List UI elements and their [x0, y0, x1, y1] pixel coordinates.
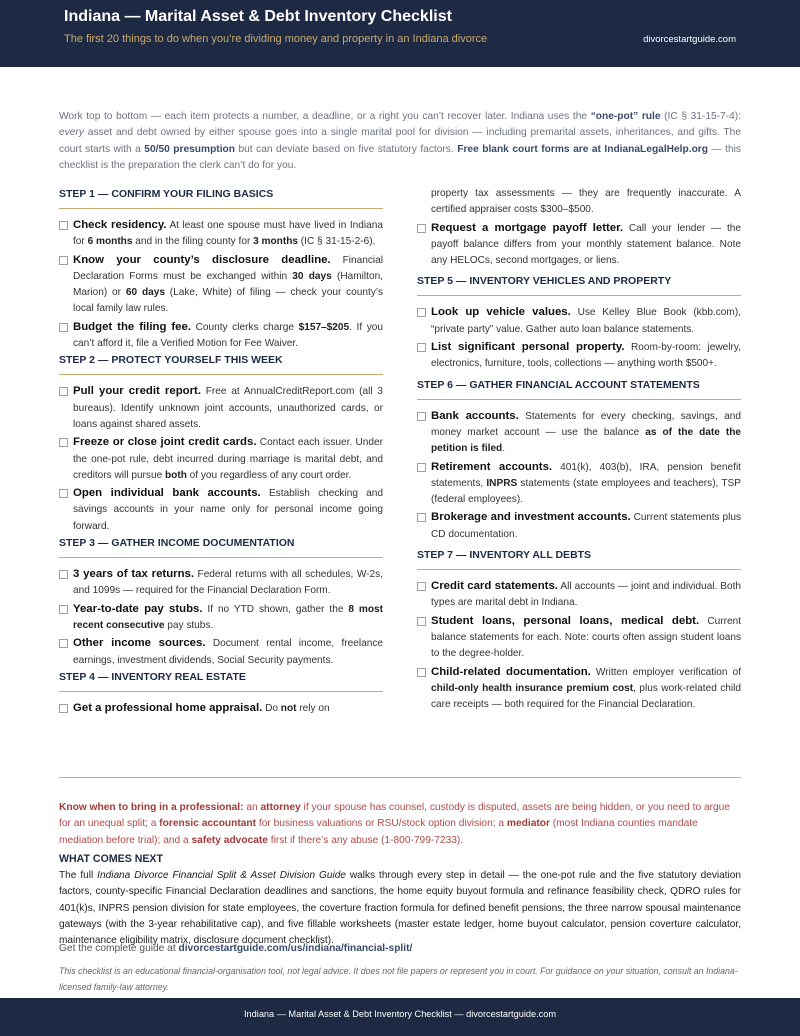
what-comes-next-heading: WHAT COMES NEXT [59, 853, 163, 865]
checklist-item-brokerage[interactable]: Brokerage and investment accounts. Current statements plus CD documentation. [417, 509, 741, 543]
checkbox[interactable] [417, 463, 426, 472]
checklist-item-tax-returns[interactable]: 3 years of tax returns. Federal returns with all schedules, W-2s, and 1099s — required for the Financial Declaration Form. [59, 566, 383, 600]
disclaimer: This checklist is an educational financial-organisation tool, not legal advice. It does not file papers or represent you in court. For guidance on your situation, consult an Indiana-licensed family-law attorney. [59, 966, 738, 992]
guide-link-line: Get the complete guide at divorcestartguide.com/us/indiana/financial-split/ [59, 943, 413, 954]
step-7-heading: STEP 7 — INVENTORY ALL DEBTS [417, 549, 741, 570]
checklist-item-deadline[interactable]: Know your county’s disclosure deadline. Financial Declaration Forms must be exchanged within 30 days (Hamilton, Marion) or 60 days (Lake, White) of filing — check your county’s local family law rules. [59, 252, 383, 318]
checkbox[interactable] [59, 323, 68, 332]
checklist-item-residency[interactable]: Check residency. At least one spouse must have lived in Indiana for 6 months and in the filing county for 3 months (IC § 31-15-2-6). [59, 217, 383, 251]
left-column [59, 186, 383, 718]
checklist-item-appraisal[interactable]: Get a professional home appraisal. Do not rely on [59, 700, 383, 717]
checklist-item-freeze-cards[interactable]: Freeze or close joint credit cards. Contact each issuer. Under the one-pot rule, debt incurred during marriage is marital debt, and creditors will pursue both of you regardless of any court order. [59, 434, 383, 484]
step-2-heading: STEP 2 — PROTECT YOURSELF THIS WEEK [59, 354, 383, 375]
checkbox[interactable] [417, 513, 426, 522]
checklist-item-loans[interactable]: Student loans, personal loans, medical debt. Current balance statements for each. Note: courts often assign student loans to the degree-holder. [417, 613, 741, 663]
checkbox[interactable] [59, 221, 68, 230]
checklist-item-credit-statements[interactable]: Credit card statements. All accounts — joint and individual. Both types are marital debt in Indiana. [417, 578, 741, 612]
checklist-item-bank-accounts[interactable]: Bank accounts. Statements for every checking, savings, and money market account — use the balance as of the date the petition is filed. [417, 408, 741, 458]
checkbox[interactable] [417, 412, 426, 421]
what-comes-next-paragraph: The full Indiana Divorce Financial Split & Asset Division Guide walks through every step in detail — the one-pot rule and the five statutory deviation factors, county-specific Financial Declaration deadlines and sanctions, the home equity buyout formula and refinance feasibility check, QDRO rules for 401(k)s, INPRS pension division for state employees, the coverture fraction formula for defined benefit pensions, the three narrow spousal maintenance gateways (with the 3-year rehabilitative cap), and five fillable worksheets (master estate ledger, home buyout calculator, pension coverture calculator, maintenance eligibility matrix, disclosure document checklist). [59, 870, 742, 947]
checkbox[interactable] [59, 704, 68, 713]
checkbox[interactable] [417, 343, 426, 352]
checklist-item-vehicles[interactable]: Look up vehicle values. Use Kelley Blue Book (kbb.com), “private party” value. Gather auto loan balance statements. [417, 304, 741, 338]
checkbox[interactable] [59, 639, 68, 648]
step-3-heading: STEP 3 — GATHER INCOME DOCUMENTATION [59, 537, 383, 558]
checklist-item-retirement[interactable]: Retirement accounts. 401(k), 403(b), IRA, pension benefit statements, INPRS statements (state employees and teachers), TSP (federal employees). [417, 459, 741, 509]
footer-bar: Indiana — Marital Asset & Debt Inventory Checklist — divorcestartguide.com [0, 998, 800, 1036]
checklist-item-fee[interactable]: Budget the filing fee. County clerks charge $157–$205. If you can’t afford it, file a Verified Motion for Fee Waiver. [59, 319, 383, 353]
site-name: divorcestartguide.com [643, 34, 736, 45]
checkbox[interactable] [59, 256, 68, 265]
checkbox[interactable] [417, 668, 426, 677]
appraisal-continued: property tax assessments — they are frequently inaccurate. A certified appraiser costs $300–$500. [431, 188, 741, 216]
checklist-item-personal-property[interactable]: List significant personal property. Room-by-room: jewelry, electronics, furniture, tools, collections — anything worth $500+. [417, 339, 741, 373]
step-5-heading: STEP 5 — INVENTORY VEHICLES AND PROPERTY [417, 275, 741, 296]
checklist-item-mortgage[interactable]: Request a mortgage payoff letter. Call your lender — the payoff balance differs from your monthly statement balance. Note any HELOCs, second mortgages, or liens. [417, 220, 741, 270]
checkbox[interactable] [59, 438, 68, 447]
step-1-heading: STEP 1 — CONFIRM YOUR FILING BASICS [59, 188, 383, 209]
professional-note: Know when to bring in a professional: an attorney if your spouse has counsel, custody is disputed, assets are being hidden, or you need to argue for an unequal split; a forensic accountant for business valuations or RSU/stock option division; a mediator (most Indiana counties mandate mediation before trial); and a safety advocate first if there’s any abuse (1-800-799-7233). [59, 802, 730, 846]
intro-paragraph: Work top to bottom — each item protects a number, a deadline, or a right you can’t recover later. Indiana uses the “one-pot” rule (IC § 31-15-7-4): every asset and debt owned by either spouse goes into a single marital pool for division — including premarital assets, inheritances, and gifts. The court starts with a 50/50 presumption but can deviate based on five statutory factors. Free blank court forms are at IndianaLegalHelp.org — this checklist is the preparation the clerk can’t do for you. [59, 111, 742, 171]
checkbox[interactable] [417, 582, 426, 591]
step-6-heading: STEP 6 — GATHER FINANCIAL ACCOUNT STATEMENTS [417, 379, 741, 400]
checkbox[interactable] [417, 617, 426, 626]
page-title: Indiana — Marital Asset & Debt Inventory Checklist [64, 8, 452, 25]
right-column [417, 186, 741, 714]
checkbox[interactable] [59, 605, 68, 614]
header-bar [0, 0, 800, 67]
section-divider [59, 777, 741, 778]
step-4-heading: STEP 4 — INVENTORY REAL ESTATE [59, 671, 383, 692]
checkbox[interactable] [59, 387, 68, 396]
checklist-item-other-income[interactable]: Other income sources. Document rental income, freelance earnings, investment dividends, Social Security payments. [59, 635, 383, 669]
page-subtitle: The first 20 things to do when you’re dividing money and property in an Indiana divorce [64, 33, 488, 45]
checklist-item-pay-stubs[interactable]: Year-to-date pay stubs. If no YTD shown, gather the 8 most recent consecutive pay stubs. [59, 601, 383, 635]
checkbox[interactable] [417, 224, 426, 233]
checklist-item-child-docs[interactable]: Child-related documentation. Written employer verification of child-only health insurance premium cost, plus work-related child care receipts — both required for the Financial Declaration. [417, 664, 741, 714]
checkbox[interactable] [59, 489, 68, 498]
guide-link[interactable]: divorcestartguide.com/us/indiana/financial-split/ [178, 943, 413, 954]
checklist-item-open-accounts[interactable]: Open individual bank accounts. Establish checking and savings accounts in your name only for personal income going forward. [59, 485, 383, 535]
checklist-item-credit-report[interactable]: Pull your credit report. Free at AnnualCreditReport.com (all 3 bureaus). Identify unknown joint accounts, unauthorized cards, or loans against shared assets. [59, 383, 383, 433]
checkbox[interactable] [417, 308, 426, 317]
checkbox[interactable] [59, 570, 68, 579]
